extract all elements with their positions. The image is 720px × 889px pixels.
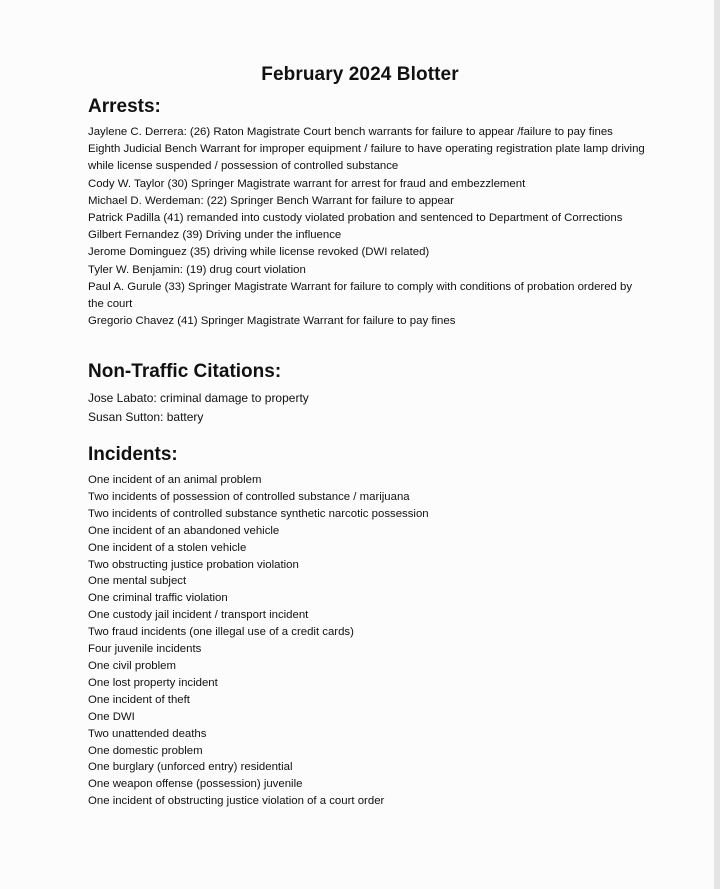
incident-entry: One incident of a stolen vehicle — [88, 541, 247, 554]
citations-list — [88, 389, 648, 427]
incident-entry: Four juvenile incidents — [88, 643, 202, 656]
incident-entry: One civil problem — [88, 659, 176, 672]
incident-entry: One criminal traffic violation — [88, 592, 228, 605]
citation-entry: Jose Labato: criminal damage to property — [88, 391, 309, 405]
arrest-entry: Jaylene C. Derrera: (26) Raton Magistrate Court bench warrants for failure to appear /failure to pay fines — [88, 126, 613, 138]
incidents-list — [88, 472, 648, 810]
incident-entry: One incident of theft — [88, 693, 190, 706]
incidents-section — [88, 444, 648, 810]
arrest-entry: Eighth Judicial Bench Warrant for improper equipment / failure to have operating registration plate lamp driving while license suspended / possession of controlled substance — [88, 143, 645, 173]
incident-entry: Two incidents of possession of controlled substance / marijuana — [88, 490, 410, 503]
arrests-heading: Arrests: — [88, 96, 161, 117]
incident-entry: One incident of an abandoned vehicle — [88, 524, 280, 537]
arrests-list — [88, 124, 648, 330]
incident-entry: Two obstructing justice probation violation — [88, 558, 299, 571]
incident-entry: Two fraud incidents (one illegal use of a credit cards) — [88, 626, 354, 639]
incident-entry: One custody jail incident / transport incident — [88, 609, 309, 622]
arrest-entry: Michael D. Werdeman: (22) Springer Bench Warrant for failure to appear — [88, 194, 454, 207]
incident-entry: One weapon offense (possession) juvenile — [88, 778, 303, 791]
arrest-entry: Gilbert Fernandez (39) Driving under the influence — [88, 229, 342, 242]
arrest-entry: Patrick Padilla (41) remanded into custody violated probation and sentenced to Department of Corrections — [88, 212, 623, 225]
incident-entry: One mental subject — [88, 575, 187, 588]
incident-entry: One burglary (unforced entry) residential — [88, 761, 293, 774]
incident-entry: One lost property incident — [88, 676, 218, 689]
incident-entry: One incident of obstructing justice violation of a court order — [88, 795, 385, 808]
incident-entry: Two unattended deaths — [88, 727, 207, 740]
citation-entry: Susan Sutton: battery — [88, 410, 204, 424]
incident-entry: One incident of an animal problem — [88, 474, 262, 486]
arrest-entry: Paul A. Gurule (33) Springer Magistrate Warrant for failure to comply with conditions of probation ordered by the court — [88, 280, 633, 311]
arrest-entry: Gregorio Chavez (41) Springer Magistrate Warrant for failure to pay fines — [88, 315, 456, 328]
arrests-section — [88, 96, 648, 330]
arrest-entry: Cody W. Taylor (30) Springer Magistrate warrant for arrest for fraud and embezzlement — [88, 177, 526, 190]
arrest-entry: Tyler W. Benjamin: (19) drug court violation — [88, 263, 306, 276]
document-title: February 2024 Blotter — [261, 64, 459, 85]
incident-entry: One domestic problem — [88, 744, 203, 757]
arrest-entry: Jerome Dominguez (35) driving while license revoked (DWI related) — [88, 246, 430, 259]
citations-section — [88, 361, 648, 427]
citations-heading: Non-Traffic Citations: — [88, 361, 282, 382]
incident-entry: One DWI — [88, 710, 135, 723]
incidents-heading: Incidents: — [88, 444, 178, 465]
incident-entry: Two incidents of controlled substance synthetic narcotic possession — [88, 507, 429, 520]
